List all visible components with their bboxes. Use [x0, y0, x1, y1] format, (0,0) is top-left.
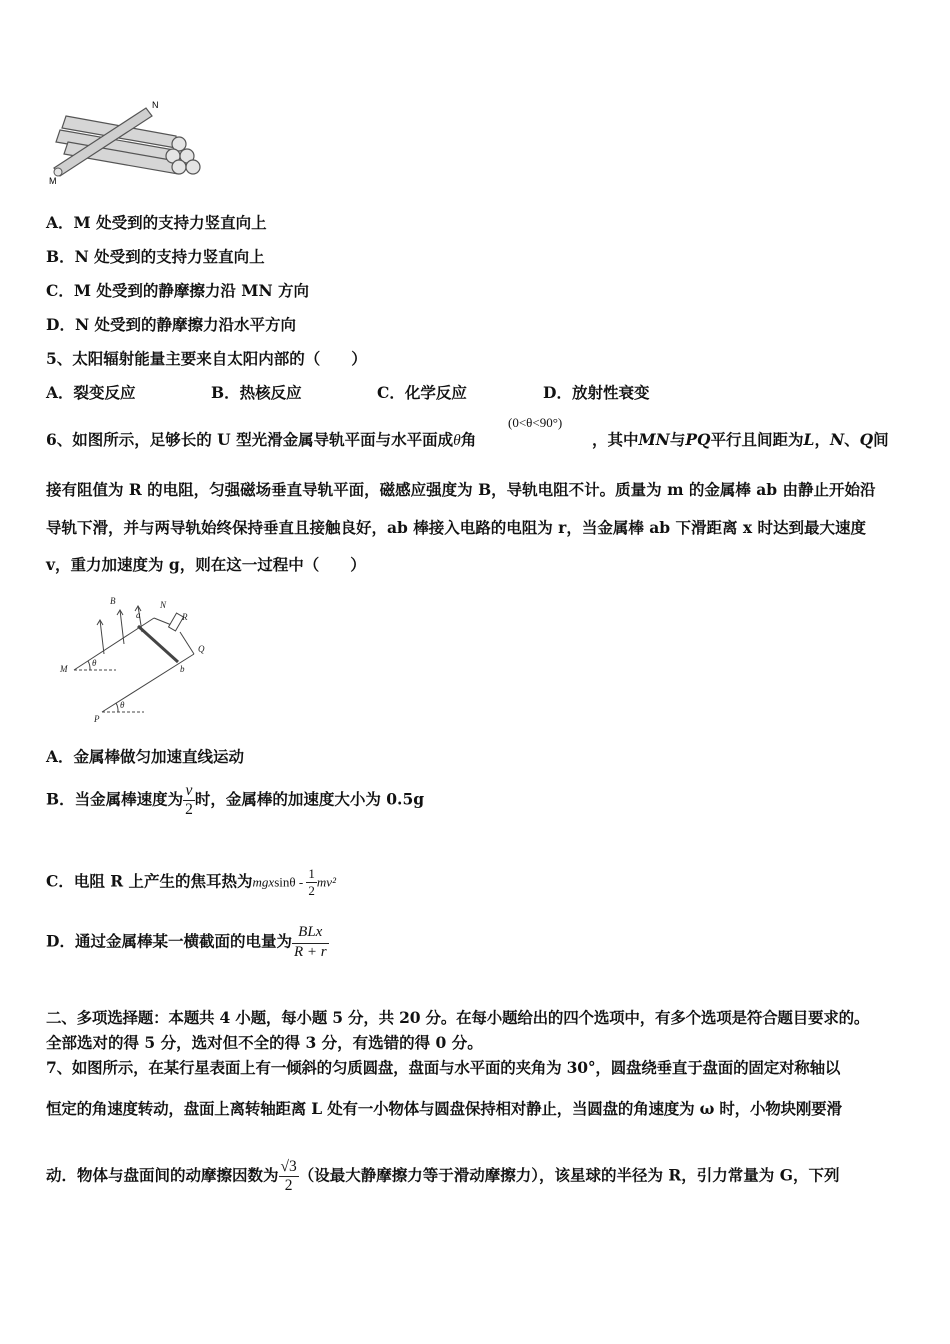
- q6-option-b-den: 2: [185, 801, 193, 818]
- q6-theta: θ: [453, 432, 461, 449]
- q6-n: N: [829, 430, 845, 449]
- q6-fig-label-r: R: [182, 612, 188, 622]
- q6-fig-label-theta2: θ: [120, 700, 125, 710]
- q6-option-c-den: 2: [308, 883, 315, 898]
- q7-mu-den: 2: [284, 1177, 293, 1194]
- q6-stem-text: 6、如图所示，足够长的 U 型光滑金属导轨平面与水平面成: [46, 430, 454, 449]
- q6-stem-line2: 接有阻值为 R 的电阻，匀强磁场垂直导轨平面，磁感应强度为 B，导轨电阻不计。质量为 m 的金属棒 ab 由静止开始沿: [46, 480, 876, 499]
- q6-option-a: A．金属棒做匀加速直线运动: [46, 747, 245, 766]
- q6-option-c-expr1: mgx: [252, 874, 275, 890]
- q6-angle-word: 角: [460, 430, 477, 449]
- q6-fig-label-m: M: [60, 664, 68, 674]
- q6-fig-label-a: a: [136, 610, 141, 620]
- q6-option-c-expr3: mv²: [316, 874, 336, 890]
- q6-option-c-pre: C．电阻 R 上产生的焦耳热为: [46, 871, 253, 891]
- q6-option-d-num: BLx: [292, 924, 329, 944]
- section2-line1: 二、多项选择题：本题共 4 小题，每小题 5 分，共 20 分。在每小题给出的四个选项中，有多个选项是符合题目要求的。: [46, 1008, 870, 1027]
- q5-option-d: D．放射性衰变: [543, 383, 650, 402]
- q6-fig-label-b: b: [180, 664, 185, 674]
- q6-option-b-num: v: [185, 782, 193, 799]
- q6-stem-part7: 间: [873, 430, 889, 449]
- q7-mu-fraction: [279, 1158, 299, 1195]
- q5-option-b: B．热核反应: [211, 383, 302, 402]
- q6-q: Q: [859, 430, 874, 449]
- q6-stem-part3: 与: [669, 430, 686, 449]
- q6-stem-line1: [46, 428, 476, 450]
- q5-option-c: C．化学反应: [377, 383, 467, 402]
- q5-option-a: A．裂变反应: [46, 383, 136, 402]
- q7-line2: 恒定的角速度转动，盘面上离转轴距离 L 处有一小物体与圆盘保持相对静止，当圆盘的角速度为 ω 时，小物块刚要滑: [46, 1099, 842, 1118]
- q6-stem-part4: 平行且间距为: [710, 430, 804, 449]
- section2-line2: 全部选对的得 5 分，选对但不全的得 3 分，有选错的得 0 分。: [46, 1033, 483, 1052]
- q6-option-d-den: R + r: [293, 944, 327, 960]
- q6-option-c-fraction: [306, 866, 317, 899]
- q6-option-b-post: 时，金属棒的加速度大小为 0.5g: [194, 789, 425, 809]
- q6-option-c: [46, 866, 336, 899]
- q6-fig-label-q: Q: [198, 644, 205, 654]
- q6-stem-part5: ，: [814, 430, 830, 449]
- q6-stem-part6: 、: [844, 430, 860, 449]
- q6-option-c-num: 1: [308, 866, 315, 881]
- q6-option-d-pre: D．通过金属棒某一横截面的电量为: [46, 931, 292, 951]
- q6-angle-range: (0<θ<90°): [508, 415, 563, 430]
- q7-line3: [46, 1158, 839, 1195]
- q4-logs-figure: [46, 96, 206, 186]
- q4-option-a: A．M 处受到的支持力竖直向上: [46, 213, 267, 232]
- q6-l: L: [803, 430, 815, 449]
- q6-pq: PQ: [685, 430, 711, 449]
- q6-stem-line4: v，重力加速度为 g，则在这一过程中（ ）: [46, 555, 366, 574]
- q4-option-b: B．N 处受到的支持力竖直向上: [46, 247, 265, 266]
- q6-fig-label-theta1: θ: [92, 658, 97, 668]
- q6-stem-line1-tail: [592, 428, 889, 450]
- q4-label-n: N: [152, 100, 159, 110]
- q6-option-b-pre: B．当金属棒速度为: [46, 789, 184, 809]
- q7-line3-pre: 动．物体与盘面间的动摩擦因数为: [46, 1165, 279, 1185]
- q4-option-d: D．N 处受到的静摩擦力沿水平方向: [46, 315, 297, 334]
- q4-option-c: C．M 处受到的静摩擦力沿 MN 方向: [46, 281, 310, 300]
- q6-option-b-fraction: [183, 782, 195, 819]
- q6-option-b: [46, 782, 424, 819]
- q6-stem-part2: ，其中: [592, 430, 639, 449]
- q7-mu-num: √3: [280, 1158, 297, 1175]
- q6-fig-label-n: N: [160, 600, 167, 610]
- q6-stem-line3: 导轨下滑，并与两导轨始终保持垂直且接触良好，ab 棒接入电路的电阻为 r，当金属棒 ab 下滑距离 x 时达到最大速度: [46, 518, 867, 537]
- q7-line1: 7、如图所示，在某行星表面上有一倾斜的匀质圆盘，盘面与水平面的夹角为 30°，圆盘绕垂直于盘面的固定对称轴以: [46, 1058, 841, 1077]
- q6-fig-label-b-field: B: [110, 596, 116, 606]
- q4-label-m: M: [49, 176, 57, 186]
- q6-option-d: [46, 924, 329, 961]
- q7-line3-post: （设最大静摩擦力等于滑动摩擦力），该星球的半径为 R，引力常量为 G，下列: [298, 1165, 840, 1185]
- q6-rail-figure: [56, 592, 216, 724]
- q6-option-c-expr2: sinθ -: [274, 874, 307, 890]
- q6-mn: MN: [638, 430, 670, 449]
- q5-stem: 5、太阳辐射能量主要来自太阳内部的（ ）: [46, 349, 367, 368]
- q6-option-d-fraction: [292, 924, 329, 961]
- q6-fig-label-p: P: [94, 714, 100, 724]
